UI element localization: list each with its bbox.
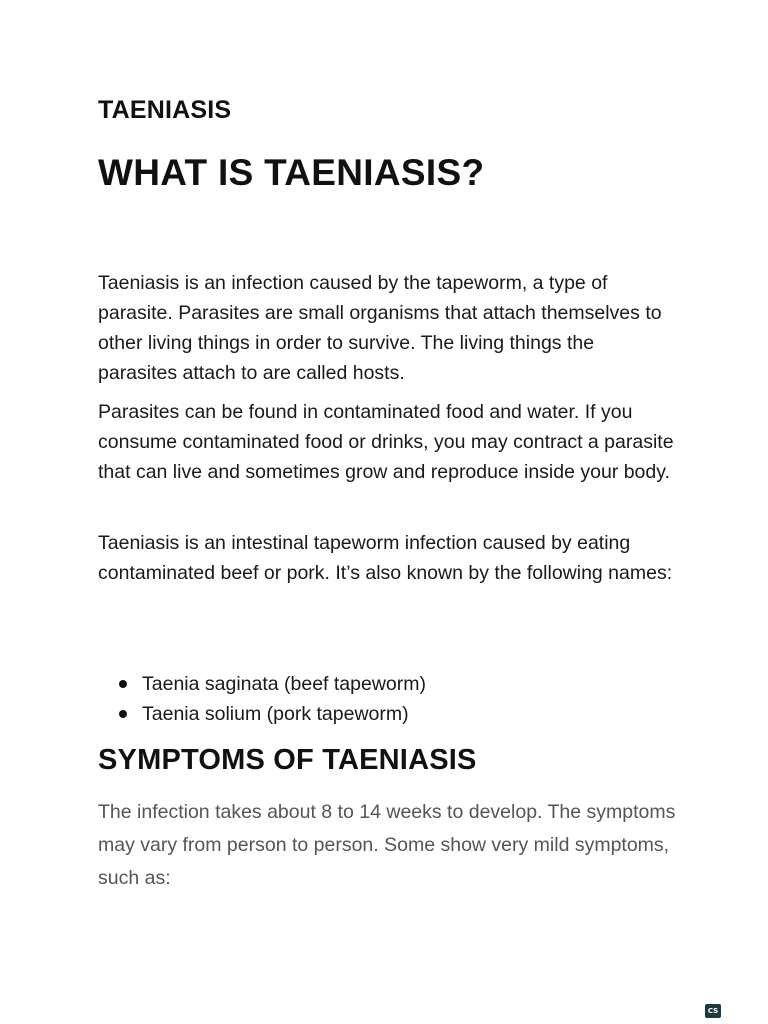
paragraph-intro: Taeniasis is an infection caused by the tapeworm, a type of parasite. Parasites are small organisms that attach themselves to other living things in order to survive. The living things the parasites attach to are called hosts. [98,272,662,384]
list-item [98,669,426,699]
bullet-icon [119,680,127,688]
section-heading: SYMPTOMS OF TAENIASIS [98,744,477,776]
list-item-label: Taenia solium (pork tapeworm) [142,703,409,725]
camscanner-logo-icon: CS [705,1004,721,1018]
page-title: WHAT IS TAENIASIS? [98,152,485,193]
bullet-list [98,669,426,729]
document-label: TAENIASIS [98,96,232,124]
list-item-label: Taenia saginata (beef tapeworm) [142,673,426,695]
bullet-icon [119,710,127,718]
paragraph-contamination: Parasites can be found in contaminated food and water. If you consume contaminated food or drinks, you may contract a parasite that can live and sometimes grow and reproduce inside your body. [98,401,674,483]
paragraph-also-known: Taeniasis is an intestinal tapeworm infection caused by eating contaminated beef or pork. It’s also known by the following names: [98,532,673,584]
list-item [98,699,426,729]
paragraph-symptoms: The infection takes about 8 to 14 weeks to develop. The symptoms may vary from person to person. Some show very mild symptoms, such as: [98,801,676,889]
